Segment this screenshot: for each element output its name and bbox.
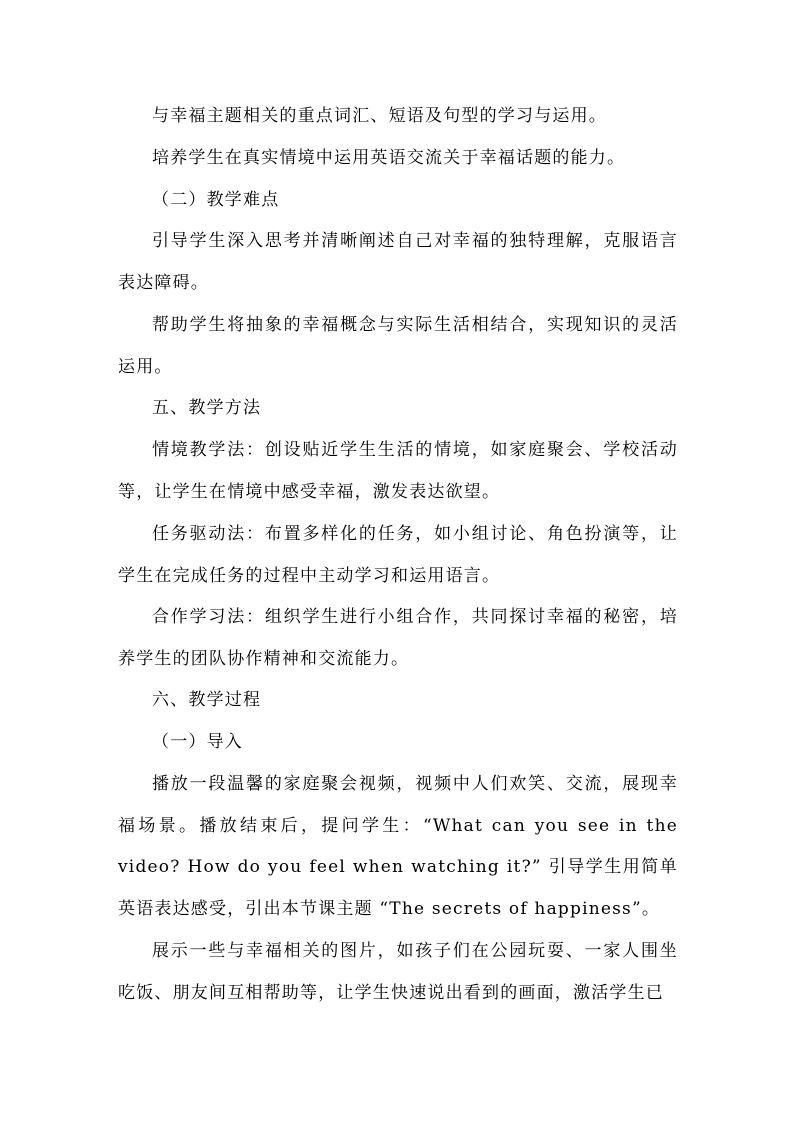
heading-teaching-process: 六、教学过程 xyxy=(152,690,262,710)
paragraph-pictures-introduction: 展示一些与幸福相关的图片，如孩子们在公园玩耍、一家人围坐吃饭、朋友间互相帮助等，让学生快速说出看到的画面，激活学生已 xyxy=(118,941,678,1003)
heading-introduction: （一）导入 xyxy=(152,732,243,752)
paragraph-task-driven-method: 任务驱动法：布置多样化的任务，如小组讨论、角色扮演等，让学生在完成任务的过程中主动学习和运用语言。 xyxy=(118,524,678,586)
heading-teaching-methods: 五、教学方法 xyxy=(152,398,262,418)
heading-teaching-difficulties: （二）教学难点 xyxy=(152,190,280,210)
paragraph-video-introduction: 播放一段温馨的家庭聚会视频，视频中人们欢笑、交流，展现幸福场景。播放结束后，提问学生：“What can you see in the video? How do you feel when watching it?” 引导学生用简单英语表达感受，引出本节课主题 “The secrets of happiness”。 xyxy=(118,774,678,919)
paragraph-difficulty-application: 帮助学生将抽象的幸福概念与实际生活相结合，实现知识的灵活运用。 xyxy=(118,315,678,377)
paragraph-cooperative-method: 合作学习法：组织学生进行小组合作，共同探讨幸福的秘密，培养学生的团队协作精神和交流能力。 xyxy=(118,607,678,669)
paragraph-difficulty-expression: 引导学生深入思考并清晰阐述自己对幸福的独特理解，克服语言表达障碍。 xyxy=(118,231,678,293)
paragraph-communication-ability: 培养学生在真实情境中运用英语交流关于幸福话题的能力。 xyxy=(152,148,626,168)
paragraph-situational-method: 情境教学法：创设贴近学生生活的情境，如家庭聚会、学校活动等，让学生在情境中感受幸福，激发表达欲望。 xyxy=(118,440,678,502)
paragraph-key-vocabulary: 与幸福主题相关的重点词汇、短语及句型的学习与运用。 xyxy=(152,106,607,126)
